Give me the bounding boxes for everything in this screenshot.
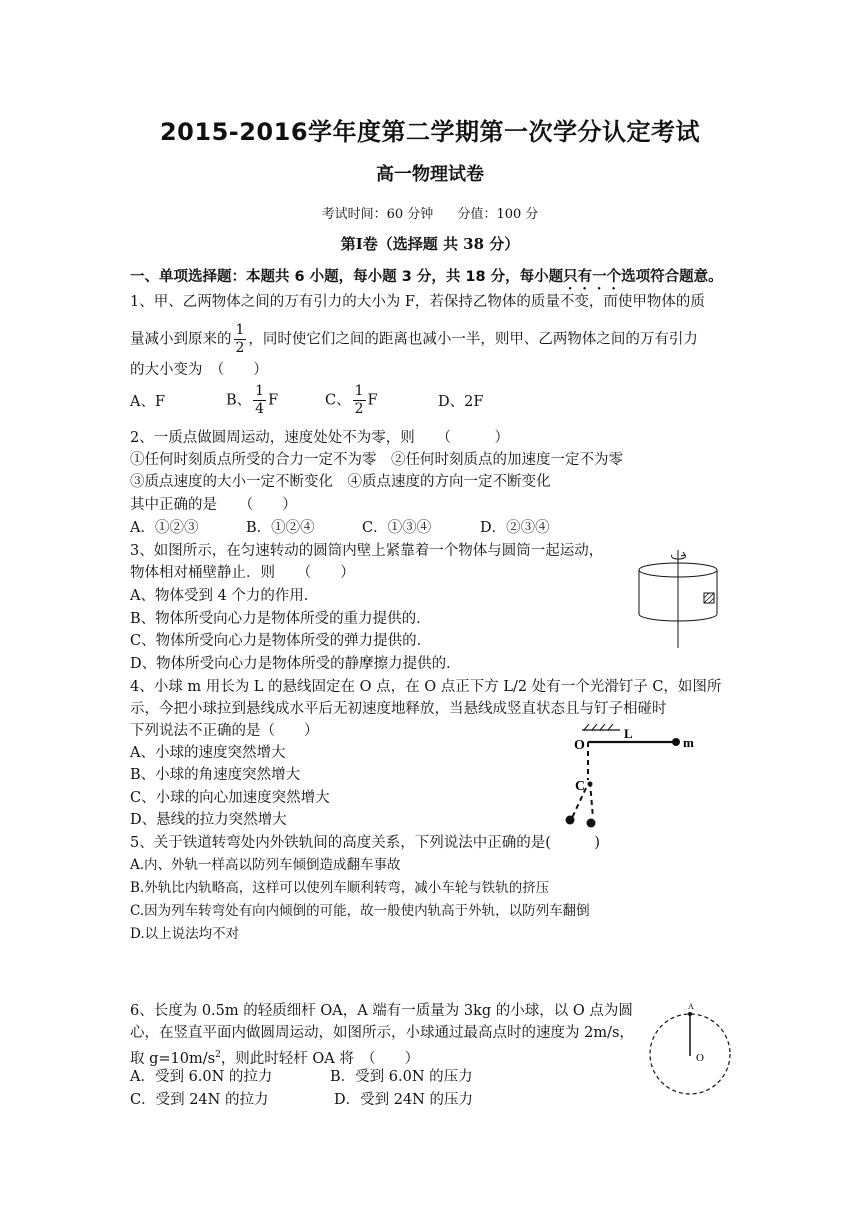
pendulum-ball-m: m: [683, 735, 694, 750]
exam-subtitle: 高一物理试卷: [376, 164, 484, 185]
q1-option-b-unit: F: [268, 392, 279, 409]
q6-line3-pre: 取 g=10m/s: [130, 1050, 216, 1067]
q5-option-d: D.以上说法均不对: [130, 926, 240, 942]
q6-line1: 6、长度为 0.5m 的轻质细杆 OA，A 端有一质量为 3kg 的小球，以 O 点为圆: [130, 1003, 633, 1019]
exam-title: 2015-2016学年度第二学期第一次学分认定考试: [159, 118, 701, 146]
q6-option-d: D．受到 24N 的压力: [334, 1092, 473, 1108]
section-emphasis: 只有一个: [563, 269, 622, 285]
q2-line1: 2、一质点做圆周运动，速度处处不为零，则 （ ）: [130, 430, 509, 446]
q4-line2: 示，今把小球拉到悬线成水平后无初速度地释放，当悬线成竖直状态且与钉子相碰时: [130, 701, 667, 717]
section-heading: [130, 265, 723, 293]
q1-line2-part-a: 量减小到原来的: [130, 331, 232, 348]
pendulum-length-l: L: [624, 726, 633, 741]
q3-line2: 物体相对桶壁静止．则 （ ）: [130, 565, 355, 581]
q1-fraction: [234, 322, 247, 357]
q4-option-b: B、小球的角速度突然增大: [130, 767, 301, 783]
q1-option-b-fraction: [253, 383, 266, 418]
q2-option-c: C．①③④: [362, 520, 432, 536]
q2-line4: 其中正确的是 （ ）: [130, 497, 297, 513]
q3-option-c: C、物体所受向心力是物体所受的弹力提供的．: [130, 633, 432, 649]
q1-line3: 的大小变为 （ ）: [130, 362, 268, 378]
q4-line3: 下列说法不正确的是（ ）: [130, 723, 319, 739]
q2-line3: ③质点速度的大小一定不断变化 ④质点速度的方向一定不断变化: [130, 474, 551, 490]
rotating-cylinder-figure: [628, 548, 728, 650]
q1-option-c-label: C、: [325, 392, 351, 409]
q1-option-a: A、F: [130, 394, 166, 410]
q2-option-b: B．①②④: [246, 520, 315, 536]
q5-option-b: B.外轨比内轨略高，这样可以使列车顺利转弯，减小车轮与铁轨的挤压: [130, 880, 550, 896]
q1-option-c-numerator: 1: [354, 383, 364, 399]
pendulum-nail-figure: [562, 722, 702, 830]
q1-line1: 1、甲、乙两物体之间的万有引力的大小为 F，若保持乙物体的质量不变，而使甲物体的质: [130, 294, 705, 310]
q1-option-c-unit: F: [367, 392, 378, 409]
q1-line2-part-b: ，同时使它们之间的距离也减小一半，则甲、乙两物体之间的万有引力: [248, 331, 698, 348]
q1-option-b-label: B、: [226, 392, 252, 409]
q6-line2: 心，在竖直平面内做圆周运动，如图所示，小球通过最高点时的速度为 2m/s，: [130, 1025, 634, 1041]
q2-line2: ①任何时刻质点所受的合力一定不为零 ②任何时刻质点的加速度一定不为零: [130, 452, 623, 468]
q1-option-c-denominator: 2: [354, 401, 364, 417]
rod-center-o: O: [696, 1052, 704, 1064]
q1-fraction-numerator: 1: [235, 322, 245, 338]
q4-option-d: D、悬线的拉力突然增大: [130, 812, 287, 828]
q4-option-a: A、小球的速度突然增大: [130, 745, 286, 761]
q5-line1: 5、关于铁道转弯处内外铁轨间的高度关系，下列说法中正确的是( ): [130, 835, 601, 851]
q1-option-b-numerator: 1: [255, 383, 265, 399]
q2-option-a: A．①②③: [130, 520, 199, 536]
exam-time: 考试时间：60 分钟: [321, 207, 434, 222]
q6-option-b: B．受到 6.0N 的压力: [330, 1069, 473, 1085]
section-lead: 一、单项选择题：本题共 6 小题，每小题 3 分，共 18 分，每小题: [130, 269, 564, 285]
q1-fraction-denominator: 2: [235, 340, 245, 356]
exam-info: [0, 203, 860, 222]
pendulum-nail-c: C: [575, 779, 586, 794]
q1-option-d: D、2F: [438, 394, 484, 410]
q1-option-c: [325, 383, 378, 418]
q4-line1: 4、小球 m 用长为 L 的悬线固定在 O 点，在 O 点正下方 L/2 处有一个光滑钉子 C，如图所: [130, 679, 722, 695]
q6-option-a: A．受到 6.0N 的拉力: [130, 1069, 273, 1085]
q6-option-c: C．受到 24N 的拉力: [130, 1092, 269, 1108]
q6-line3-post: ，则此时轻杆 OA 将 （ ）: [220, 1050, 420, 1067]
rod-end-a: A: [688, 1002, 694, 1011]
q5-option-c: C.因为列车转弯处有向内倾倒的可能，故一般使内轨高于外轨，以防列车翻倒: [130, 903, 590, 919]
section-tail: 选项符合题意。: [621, 269, 723, 285]
exam-score: 分值：100 分: [457, 207, 539, 222]
q6-line3-sup: 2: [215, 1050, 221, 1060]
q3-option-a: A、物体受到 4 个力的作用．: [130, 588, 319, 604]
pendulum-point-o: O: [574, 738, 585, 753]
q3-option-b: B、物体所受向心力是物体所受的重力提供的．: [130, 611, 431, 627]
q3-line1: 3、如图所示，在匀速转动的圆筒内壁上紧靠着一个物体与圆筒一起运动，: [130, 543, 604, 559]
rod-circle-figure: [644, 1002, 736, 1098]
q3-option-d: D、物体所受向心力是物体所受的静摩擦力提供的．: [130, 656, 461, 672]
q1-option-c-fraction: [353, 383, 366, 418]
q1-option-b: [226, 383, 278, 418]
q1-option-b-denominator: 4: [255, 401, 265, 417]
q4-option-c: C、小球的向心加速度突然增大: [130, 790, 330, 806]
q5-option-a: A.内、外轨一样高以防列车倾倒造成翻车事故: [130, 857, 401, 873]
q1-line2: [130, 322, 698, 357]
q2-option-d: D．②③④: [480, 520, 550, 536]
part-heading: 第Ⅰ卷（选择题 共 38 分）: [340, 235, 520, 253]
q6-line3: [130, 1045, 419, 1069]
